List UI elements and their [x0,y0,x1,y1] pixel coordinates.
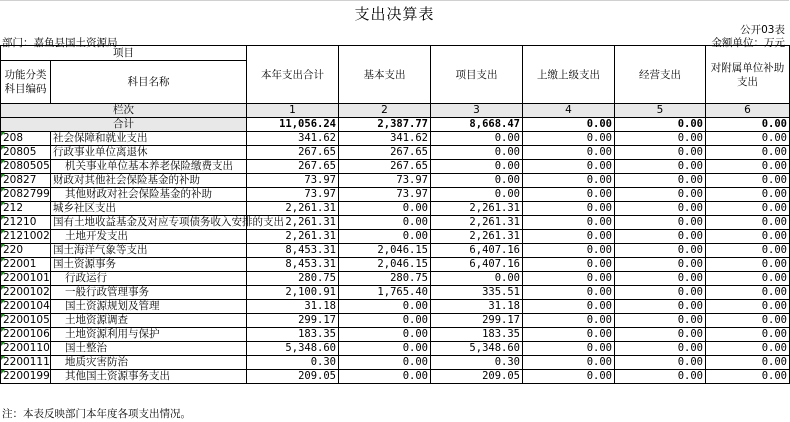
subject-name: 国土整治 [51,342,247,356]
amount-cell: 341.62 [339,132,431,146]
table-row [1,230,790,244]
amount-cell: 0.00 [523,258,615,272]
header-item: 项目 [1,46,247,61]
amount-cell: 31.18 [431,300,523,314]
table-row [1,258,790,272]
subject-name: 土地开发支出 [51,230,247,244]
amount-cell: 2,100.91 [247,286,339,300]
amount-cell: 0.00 [523,356,615,370]
subject-name: 土地资源调查 [51,314,247,328]
column-index: 2 [339,104,431,118]
table-row [1,272,790,286]
amount-cell: 209.05 [247,370,339,384]
subject-name: 行政事业单位离退休 [51,146,247,160]
amount-cell: 267.65 [247,146,339,160]
amount-cell: 0.00 [615,216,706,230]
amount-cell: 280.75 [247,272,339,286]
subject-name: 土地资源利用与保护 [51,328,247,342]
amount-cell: 0.00 [706,300,790,314]
total-label: 合计 [1,118,247,132]
table-row [1,216,790,230]
amount-cell: 0.00 [615,202,706,216]
amount-cell: 0.00 [339,356,431,370]
amount-cell: 2,261.31 [247,216,339,230]
amount-cell: 0.00 [706,356,790,370]
amount-cell: 0.00 [706,314,790,328]
subject-name: 城乡社区支出 [51,202,247,216]
subject-code: 2080505 [1,160,51,174]
subject-code: 2200110 [1,342,51,356]
column-index: 6 [706,104,790,118]
amount-unit: 金额单位：万元 [711,37,785,49]
amount-cell: 31.18 [247,300,339,314]
amount-cell: 341.62 [247,132,339,146]
amount-cell: 0.00 [339,202,431,216]
amount-cell: 183.35 [431,328,523,342]
footnote: 注：本表反映部门本年度各项支出情况。 [2,408,191,420]
amount-cell: 0.00 [523,202,615,216]
amount-cell: 0.00 [431,146,523,160]
total-value: 11,056.24 [247,118,339,132]
amount-cell: 0.00 [523,132,615,146]
header-subsidy: 对附属单位补助支出 [706,46,790,104]
amount-cell: 0.00 [706,244,790,258]
subject-code: 2200111 [1,356,51,370]
amount-cell: 0.00 [523,174,615,188]
amount-cell: 0.00 [523,230,615,244]
amount-cell: 0.00 [706,202,790,216]
amount-cell: 267.65 [339,160,431,174]
header-name: 科目名称 [51,61,247,104]
header-basic: 基本支出 [339,46,431,104]
amount-cell: 0.00 [615,272,706,286]
amount-cell: 73.97 [247,188,339,202]
amount-cell: 73.97 [339,174,431,188]
subject-name: 地质灾害防治 [51,356,247,370]
amount-cell: 0.00 [706,188,790,202]
amount-cell: 0.00 [706,328,790,342]
amount-cell: 299.17 [431,314,523,328]
table-row [1,132,790,146]
amount-cell: 0.00 [523,188,615,202]
amount-cell: 0.00 [339,328,431,342]
subject-name: 国土海洋气象等支出 [51,244,247,258]
amount-cell: 0.00 [523,286,615,300]
subject-code: 20805 [1,146,51,160]
amount-cell: 6,407.16 [431,258,523,272]
column-index: 4 [523,104,615,118]
amount-cell: 0.00 [706,174,790,188]
amount-cell: 0.00 [615,342,706,356]
subject-code: 2200105 [1,314,51,328]
subject-code: 2121002 [1,230,51,244]
table-row [1,202,790,216]
amount-cell: 0.00 [615,300,706,314]
amount-cell: 0.00 [615,328,706,342]
department-label: 部门：嘉鱼县国土资源局 [2,37,118,49]
table-row [1,300,790,314]
row-index-label: 栏次 [1,104,247,118]
table-row [1,244,790,258]
table-row [1,370,790,384]
amount-cell: 0.00 [431,160,523,174]
header-project: 项目支出 [431,46,523,104]
amount-cell: 5,348.60 [431,342,523,356]
amount-cell: 0.00 [339,300,431,314]
amount-cell: 0.00 [615,244,706,258]
total-value: 0.00 [523,118,615,132]
amount-cell: 0.00 [706,216,790,230]
subject-code: 208 [1,132,51,146]
subject-name: 社会保障和就业支出 [51,132,247,146]
amount-cell: 2,046.15 [339,244,431,258]
header-code: 功能分类科目编码 [1,61,51,104]
expenditure-table [0,45,790,384]
amount-cell: 0.00 [615,286,706,300]
amount-cell: 0.00 [523,342,615,356]
amount-cell: 299.17 [247,314,339,328]
subject-name: 其他财政对社会保险基金的补助 [51,188,247,202]
amount-cell: 267.65 [339,146,431,160]
table-row [1,356,790,370]
amount-cell: 0.00 [706,286,790,300]
amount-cell: 1,765.40 [339,286,431,300]
table-body [1,132,790,384]
amount-cell: 0.00 [339,230,431,244]
table-row [1,174,790,188]
amount-cell: 0.00 [523,370,615,384]
amount-cell: 2,261.31 [431,202,523,216]
amount-cell: 267.65 [247,160,339,174]
sheet-top-border [0,0,789,1]
amount-cell: 0.00 [615,174,706,188]
subject-name: 其他国土资源事务支出 [51,370,247,384]
amount-cell: 209.05 [431,370,523,384]
amount-cell: 73.97 [247,174,339,188]
amount-cell: 0.30 [431,356,523,370]
amount-cell: 0.00 [431,132,523,146]
total-value: 0.00 [615,118,706,132]
amount-cell: 0.00 [706,342,790,356]
amount-cell: 0.00 [615,314,706,328]
amount-cell: 0.00 [523,146,615,160]
subject-name: 国土资源规划及管理 [51,300,247,314]
amount-cell: 2,261.31 [431,216,523,230]
table-row [1,328,790,342]
table-row [1,146,790,160]
amount-cell: 0.00 [706,160,790,174]
subject-code: 2200104 [1,300,51,314]
header-total: 本年支出合计 [247,46,339,104]
amount-cell: 0.00 [523,216,615,230]
amount-cell: 0.00 [615,160,706,174]
table-row [1,286,790,300]
form-number: 公开03表 [740,24,785,36]
amount-cell: 0.00 [523,314,615,328]
amount-cell: 0.00 [339,342,431,356]
amount-cell: 335.51 [431,286,523,300]
total-value: 0.00 [706,118,790,132]
table-row [1,342,790,356]
subject-code: 2082799 [1,188,51,202]
amount-cell: 0.00 [706,258,790,272]
amount-cell: 2,261.31 [247,202,339,216]
column-index: 1 [247,104,339,118]
column-index: 3 [431,104,523,118]
amount-cell: 0.00 [431,188,523,202]
amount-cell: 0.30 [247,356,339,370]
amount-cell: 0.00 [615,146,706,160]
sheet-title: 支出决算表 [354,5,435,23]
amount-cell: 2,261.31 [431,230,523,244]
amount-cell: 0.00 [523,328,615,342]
amount-cell: 2,046.15 [339,258,431,272]
subject-name: 国有土地收益基金及对应专项债务收入安排的支出 [51,216,247,230]
subject-code: 20827 [1,174,51,188]
subject-code: 22001 [1,258,51,272]
subject-code: 220 [1,244,51,258]
table-row [1,188,790,202]
amount-cell: 0.00 [339,370,431,384]
amount-cell: 183.35 [247,328,339,342]
subject-code: 2200102 [1,286,51,300]
total-value: 8,668.47 [431,118,523,132]
amount-cell: 0.00 [615,258,706,272]
amount-cell: 0.00 [706,370,790,384]
amount-cell: 2,261.31 [247,230,339,244]
amount-cell: 0.00 [431,272,523,286]
amount-cell: 0.00 [615,356,706,370]
amount-cell: 5,348.60 [247,342,339,356]
subject-name: 财政对其他社会保险基金的补助 [51,174,247,188]
header-remit: 上缴上级支出 [523,46,615,104]
total-value: 2,387.77 [339,118,431,132]
amount-cell: 280.75 [339,272,431,286]
amount-cell: 8,453.31 [247,244,339,258]
subject-name: 一般行政管理事务 [51,286,247,300]
amount-cell: 73.97 [339,188,431,202]
amount-cell: 8,453.31 [247,258,339,272]
subject-code: 21210 [1,216,51,230]
amount-cell: 0.00 [615,188,706,202]
amount-cell: 0.00 [615,132,706,146]
amount-cell: 0.00 [339,314,431,328]
amount-cell: 0.00 [523,272,615,286]
header-operating: 经营支出 [615,46,706,104]
amount-cell: 0.00 [615,230,706,244]
amount-cell: 0.00 [523,244,615,258]
amount-cell: 0.00 [706,230,790,244]
subject-code: 2200106 [1,328,51,342]
subject-name: 机关事业单位基本养老保险缴费支出 [51,160,247,174]
amount-cell: 6,407.16 [431,244,523,258]
amount-cell: 0.00 [706,146,790,160]
table-row [1,160,790,174]
amount-cell: 0.00 [431,174,523,188]
subject-code: 212 [1,202,51,216]
amount-cell: 0.00 [523,160,615,174]
amount-cell: 0.00 [706,132,790,146]
subject-code: 2200199 [1,370,51,384]
amount-cell: 0.00 [339,216,431,230]
table-row [1,314,790,328]
amount-cell: 0.00 [615,370,706,384]
subject-name: 国土资源事务 [51,258,247,272]
subject-name: 行政运行 [51,272,247,286]
amount-cell: 0.00 [706,272,790,286]
amount-cell: 0.00 [523,300,615,314]
column-index: 5 [615,104,706,118]
subject-code: 2200101 [1,272,51,286]
